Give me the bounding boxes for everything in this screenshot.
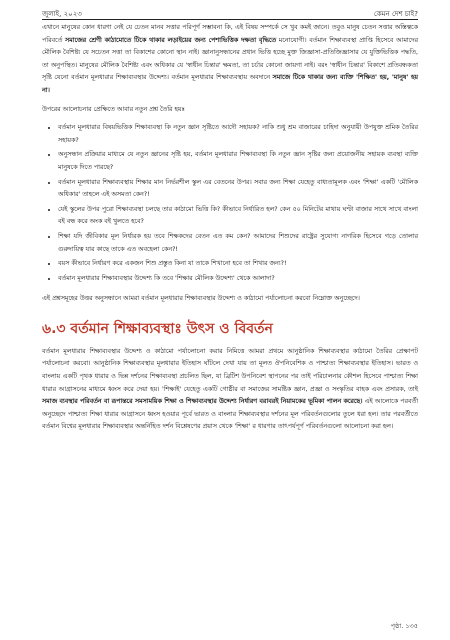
section-heading: ৬.৩ বর্তমান শিক্ষাব্যবস্থাঃ উৎস ও বিবর্তন	[42, 320, 273, 337]
header-title: কেমন দেশ চাই?	[373, 10, 418, 18]
bold-run: সমাজের শ্রেণী কাঠামোতে টিকে থাকার লড়াইয়ের জন্য পেশাভিত্তিক দক্ষতা বৃদ্ধিতে	[65, 36, 277, 44]
bold-run: সমাজ ব্যবস্থার পরিবর্তন বা রূপান্তরে সমসাময়িক শিক্ষা ও শিক্ষাব্যবস্থার উদ্দেশ্য নির্ধারণ বরাবরই নিয়ামকের ভূমিকা পালন করেছে।	[42, 398, 363, 406]
text-run: মনোযোগী। বর্তমান শিক্ষাব্যবস্থা প্রাপ্তি হিসেবে আমাদের মৌলিক বৈশিষ্ট্য যে সচেতন সত্তা তা বিকাশের কোনো স্থান নাই। জ্ঞানানুসন্ধানের প্রধান ভিত্তি হচ্ছে মুক্ত জিজ্ঞাসা-প্রতিজিজ্ঞাসার যে যুক্তিভিত্তিক পদ্ধতি, তা অনুপস্থিত। মানুষের মৌলিক বৈশিষ্ট্য এবং অধিকার যে 'স্বাধীন চিন্তার' ক্ষমতা, তা চর্চার কোনো জায়গা নাই। বরং 'স্বাধীন চিন্তার' বিকাশে প্রতিবন্ধকতা সৃষ্টি যেনো বর্তমান মূলধারার শিক্ষাব্যবস্থার উদ্দেশ্য। বর্তমান মূলধারার শিক্ষাব্যবস্থায় অবদানে	[42, 36, 418, 82]
list-item: • যেই স্কুলের উপর পুরো শিক্ষাব্যবস্থা চলছে তার কাঠামো ভিত্তি কি? কীভাবে নির্ধারিত হল? কেন ৫০ মিনিটের মাথায় ঘণ্টা বাজার সাথে সাথে বাংলা বই বন্ধ করে অংক বই খুলতে হবে?	[58, 204, 418, 229]
paragraph-question-lead: উপরের আলোচনার প্রেক্ষিতে আবার নতুন প্রশ্ন তৈরি হয়ঃ	[42, 105, 185, 113]
page-number: পৃষ্ঠা. ১৩৫	[390, 622, 418, 630]
header-divider	[42, 19, 418, 20]
bold-run: সমাজে টিকে থাকার জন্য ব্যক্তি 'শিক্ষিত' হয়, 'মানুষ' হয় না।	[42, 74, 418, 94]
text-run: বর্তমান মূলধারার শিক্ষাব্যবস্থার উদ্দেশ্য ও কাঠামো পর্যালোচনা করার নিমিত্তে আমরা প্রথমে আনুষ্ঠানিক শিক্ষাব্যবস্থার কাঠামো তৈরির প্রেক্ষাপট পর্যালোচনা করবো। আনুষ্ঠানিক শিক্ষাব্যবস্থার মূলধারার ইতিহাস ঘাঁটলে দেখা যায় তা মূলত ঔপনিবেশিক ও পাশ্চাত্য শিক্ষাব্যবস্থার ইতিহাস। ভারত ও বাংলায় একটি পৃথক ধারার ও ভিন্ন দর্শনের শিক্ষাব্যবস্থা প্রচলিত ছিল, যা ব্রিটিশ উপনিবেশ স্থাপনের পর তাই পরিচালনার কৌশল হিসেবে পাশ্চাত্য শিক্ষা ধারার আগ্রাসনের মাধ্যমে ধ্বংস করে দেয়া হয়। 'শিক্ষাই' যেহেতু একটি গোষ্ঠীর বা সমাজের সামষ্টিক জ্ঞান, প্রজ্ঞা ও সংস্কৃতির বাহক এবং প্রসারক, তাই	[42, 347, 418, 393]
question-list	[42, 122, 418, 285]
list-item: • অনুসন্ধান প্রক্রিয়ার মাধ্যমে যে নতুন জ্ঞানের সৃষ্টি হয়, বর্তমান মূলধারার শিক্ষাব্যবস্থা কি নতুন জ্ঞান সৃষ্টির জন্য প্রয়োজনীয় সহায়ক ব্যবস্থা ব্যক্তি মানুষকে দিতে পারছে?	[58, 149, 418, 174]
text-run: এখানে মানুষের কোন ধারণা নেই যে চেতন মানব সত্তার পরিপূর্ণ সম্ভাবনা কি, এই বিষয় সম্পর্কে সে খুব কমই জানে। তবুও মানুষ চেতন সত্তার অস্তিত্বকে পরিবর্তে	[42, 24, 418, 44]
list-item: • বর্তমান মূলধারার বিষয়ভিত্তিক শিক্ষাব্যবস্থা কি নতুন জ্ঞান সৃষ্টিতে আদৌ সহায়ক? নাকি শুধু শ্রম বাজারের চাহিদা অনুযায়ী উপযুক্ত শ্রমিক তৈরির সহায়ক?	[58, 122, 418, 147]
header-date: জুলাই, ২০২৩	[42, 10, 82, 18]
paragraph-transition: এই প্রশ্নসমূহের উত্তর অনুসন্ধানে আমরা বর্তমান মূলধারার শিক্ষাব্যবস্থার উদ্দেশ্য ও কাঠামো পর্যালোচনা করবো নিম্নোক্ত অনুচ্ছেদে।	[42, 295, 360, 303]
list-item: • বয়স কীভাবে নির্ধারণ করে একজন শিশু প্রস্তুত কিনা যা তাকে শিখানো হবে তা শিখার জন্য?!	[58, 258, 418, 271]
paragraph-section	[42, 346, 418, 434]
list-item: • বর্তমান মূলধারার শিক্ষাব্যবস্থার উদ্দেশ্য কি তবে 'শিক্ষার মৌলিক উদ্দেশ্য' থেকে আলাদা?	[58, 273, 418, 286]
list-item: • বর্তমান মূলধারার শিক্ষাব্যবস্থায় শিক্ষার মান নির্ভরশীল স্কুল এর বেতনের উপর। সবার জন্য শিক্ষা যেহেতু বাধ্যতামূলক এবং 'শিক্ষা' একটি 'মৌলিক অধিকার' তাহলে এই অসমতা কেন?!	[58, 177, 418, 202]
page-body	[42, 22, 418, 440]
list-item: • শিক্ষা যদি জীবিকার মূল নির্ধারক হয় তবে শিক্ষকদের বেতন এত কম কেন? আমাদের শিশুদের রাষ্ট্রের সুযোগ্য নাগরিক হিসেবে গড়ে তোলার গুরুদায়িত্ব যার কাছে তাকে এত অবহেলা কেন?!	[58, 231, 418, 256]
text-run: এই আলোকে পরবর্তী অনুচ্ছেদে পাশ্চাত্য শিক্ষা ধারার আগ্রাসনে ধ্বংস হওয়ার পূর্বে ভারত ও বাংলার শিক্ষাব্যবস্থার দর্শনের মূল পরিবর্তনগুলোর তুলে ধরা হল। তার পরবর্তীতে বর্তমান বিশ্বের মূলধারার শিক্ষাব্যবস্থার অন্তর্নিহিত দর্শন বিশ্লেষণের প্রয়াস থেকে 'শিক্ষা' র ধারণার তাৎপর্যপূর্ণ পরিবর্তনগুলো আলোচনা করা হল।	[42, 398, 418, 431]
paragraph-intro	[42, 22, 418, 98]
